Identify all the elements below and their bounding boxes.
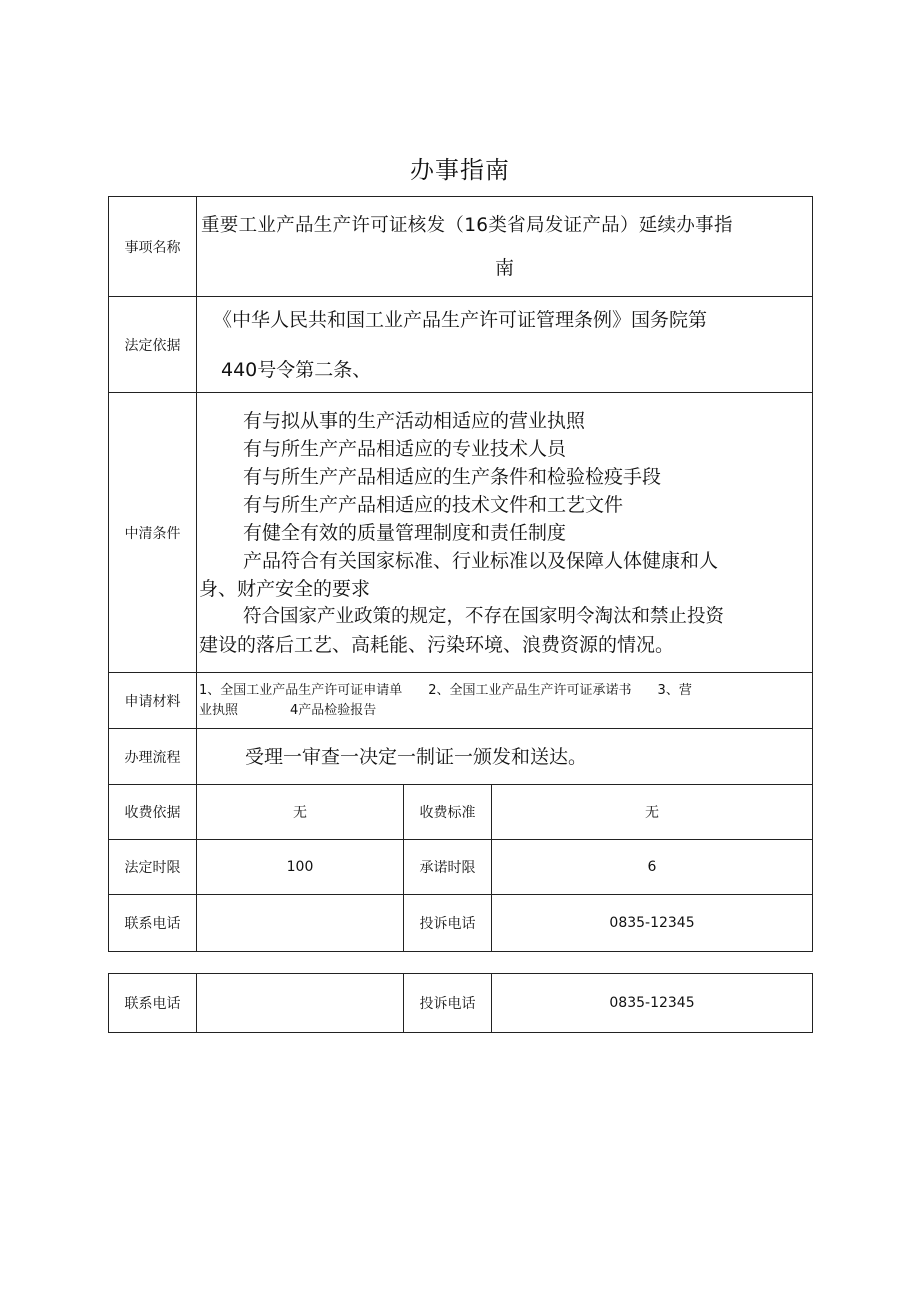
process-value	[197, 729, 813, 785]
complaint-phone-label: 投诉电话	[404, 974, 492, 1033]
legal-time-value: 100	[197, 840, 404, 895]
process-text: 受理一审查一决定一制证一颁发和送达。	[245, 745, 588, 768]
conditions-value	[197, 393, 813, 673]
complaint-phone-label: 投诉电话	[404, 895, 492, 952]
legal-basis-value	[197, 297, 813, 393]
condition-item: 建设的落后工艺、高耗能、污染环境、浪费资源的情况。	[199, 633, 675, 656]
complaint-phone-value: 0835-12345	[492, 974, 813, 1033]
row-contact	[109, 895, 813, 952]
contact-phone-label: 联系电话	[109, 895, 197, 952]
fee-standard-value: 无	[492, 785, 813, 840]
legal-basis-line1: 《中华人民共和国工业产品生产许可证管理条例》国务院第	[213, 308, 708, 331]
item-name-line1: 重要工业产品生产许可证核发（16类省局发证产品）延续办事指	[201, 214, 733, 236]
conditions-label: 中清条件	[109, 393, 197, 673]
contact-phone-label: 联系电话	[109, 974, 197, 1033]
legal-time-label: 法定时限	[109, 840, 197, 895]
complaint-phone-value: 0835-12345	[492, 895, 813, 952]
row-conditions	[109, 393, 813, 673]
materials-line2: 业执照 4产品检验报告	[199, 702, 377, 718]
row-materials	[109, 673, 813, 729]
promise-time-value: 6	[492, 840, 813, 895]
materials-value	[197, 673, 813, 729]
condition-item: 有与所生产产品相适应的专业技术人员	[243, 437, 567, 460]
item-name-line2: 南	[495, 256, 515, 279]
row-item-name	[109, 197, 813, 297]
row-fee	[109, 785, 813, 840]
contact-table	[108, 973, 813, 1033]
condition-item: 有与所生产产品相适应的生产条件和检验检疫手段	[243, 465, 662, 488]
materials-label: 申请材料	[109, 673, 197, 729]
row-legal-basis	[109, 297, 813, 393]
condition-item: 产品符合有关国家标准、行业标准以及保障人体健康和人	[243, 549, 719, 572]
legal-basis-line2: 440号令第二条、	[221, 358, 372, 381]
condition-item: 身、财产安全的要求	[199, 577, 371, 600]
contact-phone-value	[197, 895, 404, 952]
contact-phone-value	[197, 974, 404, 1033]
condition-item: 有与拟从事的生产活动相适应的营业执照	[243, 409, 586, 432]
condition-item: 有健全有效的质量管理制度和责任制度	[243, 521, 567, 544]
page-title: 办事指南	[410, 156, 510, 184]
row-time	[109, 840, 813, 895]
promise-time-label: 承诺时限	[404, 840, 492, 895]
item-name-label: 事项名称	[109, 197, 197, 297]
row-contact-2	[109, 974, 813, 1033]
fee-standard-label: 收费标准	[404, 785, 492, 840]
materials-line1: 1、全国工业产品生产许可证申请单 2、全国工业产品生产许可证承诺书 3、营	[199, 682, 692, 698]
process-label: 办理流程	[109, 729, 197, 785]
condition-item: 有与所生产产品相适应的技术文件和工艺文件	[243, 493, 624, 516]
row-process	[109, 729, 813, 785]
fee-basis-value: 无	[197, 785, 404, 840]
guide-table	[108, 196, 813, 952]
item-name-value	[197, 197, 813, 297]
fee-basis-label: 收费依据	[109, 785, 197, 840]
legal-basis-label: 法定依据	[109, 297, 197, 393]
condition-item: 符合国家产业政策的规定，不存在国家明令淘汰和禁止投资	[243, 605, 725, 627]
